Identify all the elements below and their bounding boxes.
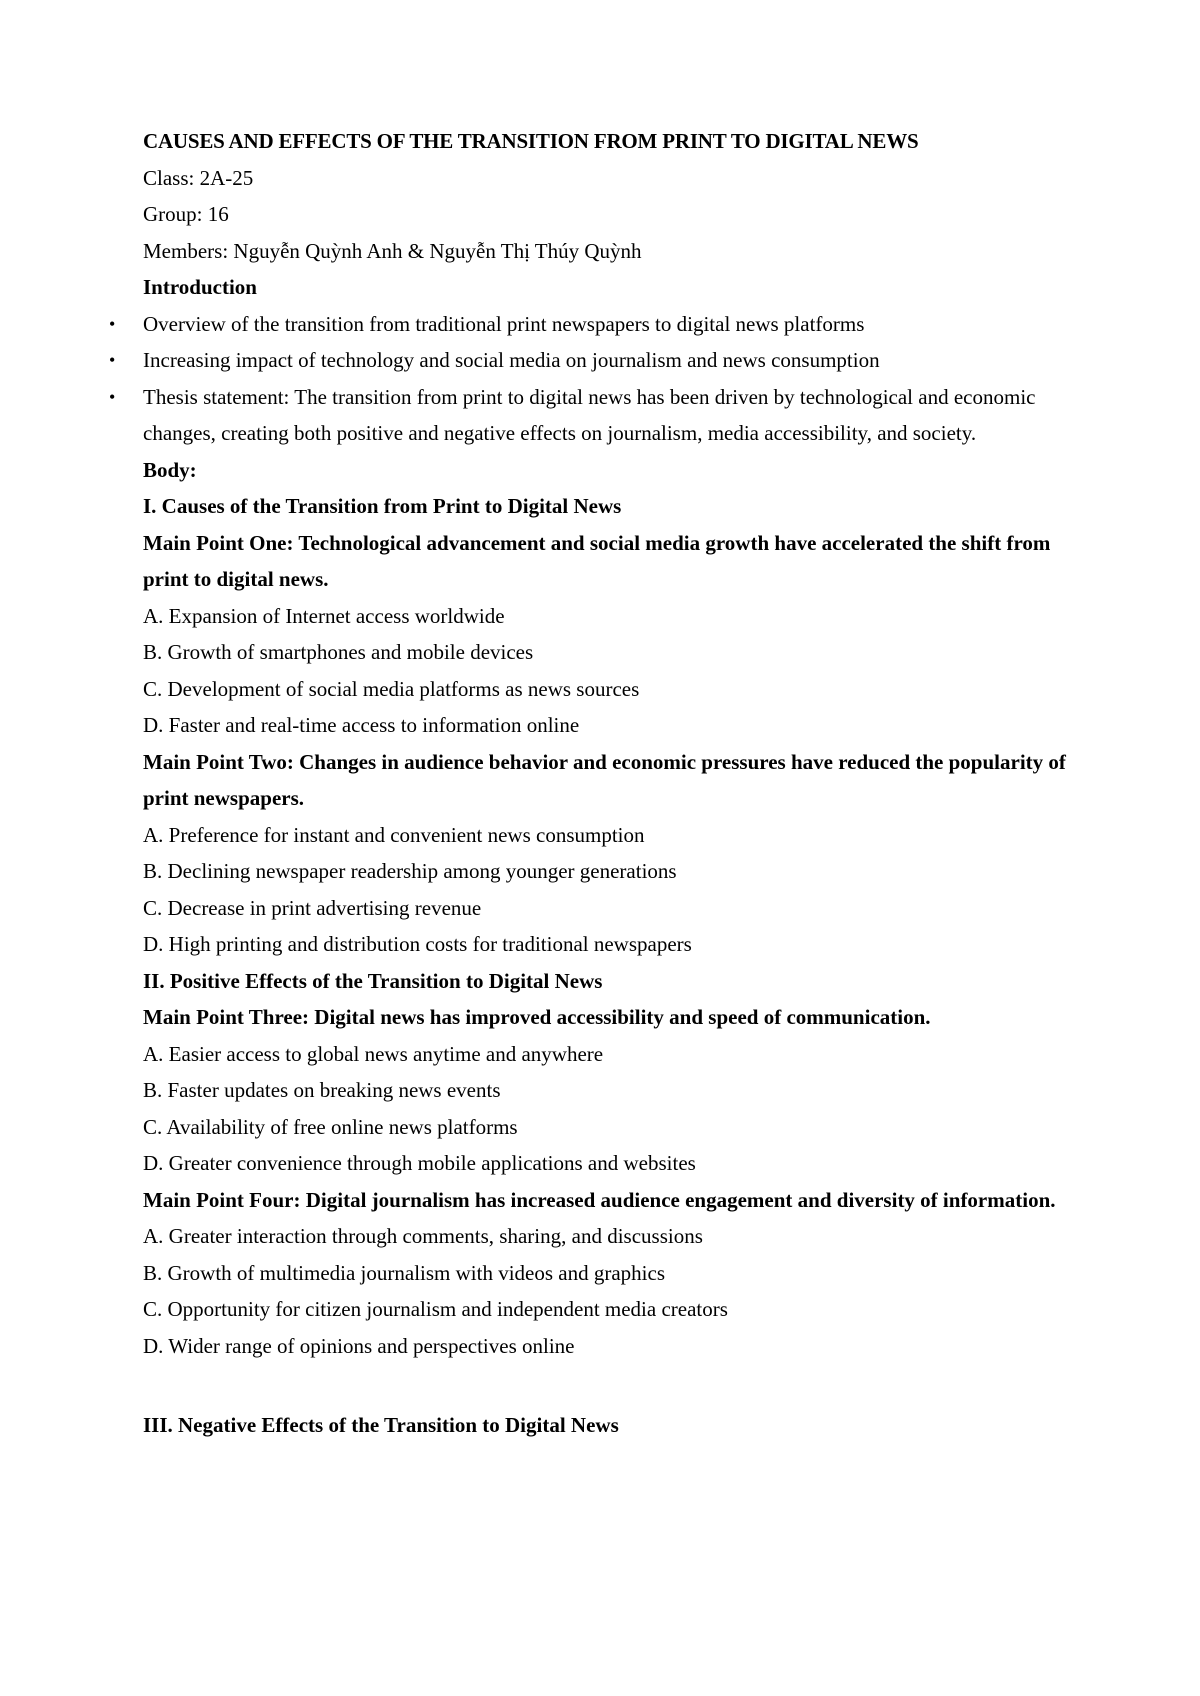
outline-item: D. Wider range of opinions and perspectives online <box>143 1333 575 1358</box>
bullet-text: Overview of the transition from traditional print newspapers to digital news platforms <box>143 311 865 336</box>
blank-line <box>143 1364 1098 1407</box>
main-point-heading: Main Point Two: Changes in audience behavior and economic pressures have reduced the popularity of print newspapers. <box>143 749 1066 810</box>
outline-item: B. Growth of smartphones and mobile devices <box>143 640 534 664</box>
outline-item: B. Growth of multimedia journalism with videos and graphics <box>143 1260 666 1285</box>
introduction-bullet-list <box>109 306 1098 452</box>
outline-item: D. High printing and distribution costs for traditional newspapers <box>143 932 692 956</box>
bullet-text: Thesis statement: The transition from print to digital news has been driven by technological and economic changes, creating both positive and negative effects on journalism, media accessibility, and society. <box>143 384 1036 445</box>
section-heading: I. Causes of the Transition from Print to Digital News <box>143 494 622 518</box>
outline-item: D. Faster and real-time access to information online <box>143 713 580 737</box>
bullet-text: Increasing impact of technology and social media on journalism and news consumption <box>143 348 880 372</box>
document-content <box>109 123 1098 1444</box>
bullet-icon: • <box>109 350 116 370</box>
outline-item: D. Greater convenience through mobile applications and websites <box>143 1151 696 1175</box>
document-title: CAUSES AND EFFECTS OF THE TRANSITION FROM PRINT TO DIGITAL NEWS <box>143 129 919 153</box>
outline-item: C. Availability of free online news platforms <box>143 1114 518 1139</box>
body-heading: Body: <box>143 457 197 482</box>
outline-item: C. Decrease in print advertising revenue <box>143 895 482 920</box>
introduction-heading: Introduction <box>143 275 257 299</box>
outline-item: B. Declining newspaper readership among younger generations <box>143 859 677 883</box>
outline-item: C. Opportunity for citizen journalism and independent media creators <box>143 1297 728 1321</box>
outline-item: A. Easier access to global news anytime and anywhere <box>143 1041 604 1066</box>
section-heading: III. Negative Effects of the Transition to Digital News <box>143 1413 619 1437</box>
class-line: Class: 2A-25 <box>143 165 254 190</box>
outline-item: B. Faster updates on breaking news events <box>143 1078 501 1102</box>
group-line: Group: 16 <box>143 202 229 226</box>
bullet-icon: • <box>109 313 116 334</box>
members-line: Members: Nguyễn Quỳnh Anh & Nguyễn Thị Thúy Quỳnh <box>143 238 642 263</box>
section-heading: II. Positive Effects of the Transition to Digital News <box>143 968 603 993</box>
introduction-bullet-item <box>109 342 1098 379</box>
bullet-icon: • <box>109 386 116 407</box>
introduction-bullet-item <box>109 306 1098 343</box>
main-point-heading: Main Point One: Technological advancement and social media growth have accelerated the shift from print to digital news. <box>143 530 1051 591</box>
outline-item: A. Preference for instant and convenient news consumption <box>143 822 645 847</box>
outline-item: A. Expansion of Internet access worldwide <box>143 603 505 628</box>
outline-item: A. Greater interaction through comments, sharing, and discussions <box>143 1224 703 1248</box>
main-point-heading: Main Point Three: Digital news has improved accessibility and speed of communication. <box>143 1005 931 1029</box>
outline-item: C. Development of social media platforms as news sources <box>143 676 640 701</box>
main-point-heading: Main Point Four: Digital journalism has increased audience engagement and diversity of information. <box>143 1187 1056 1212</box>
introduction-bullet-item <box>109 379 1098 452</box>
